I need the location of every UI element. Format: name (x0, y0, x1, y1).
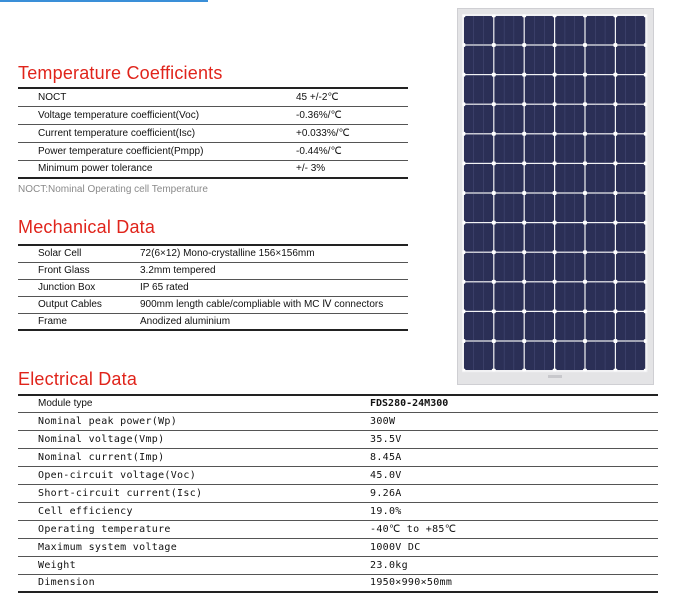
cell-corner-dot (493, 44, 496, 47)
table-header-row (18, 395, 658, 412)
cell-corner-dot (523, 192, 526, 195)
row-label: Open-circuit voltage(Voc) (18, 466, 370, 484)
cell-corner-dot (554, 192, 557, 195)
row-label: Voltage temperature coefficient(Voc) (18, 106, 296, 124)
cell-corner-dot (644, 163, 647, 166)
table-row (18, 106, 408, 124)
table-row (18, 279, 408, 296)
cell-corner-dot (493, 133, 496, 136)
module-type-value: FDS280-24M300 (370, 395, 658, 412)
solar-cell (494, 75, 523, 103)
row-label: Junction Box (18, 279, 140, 296)
cell-corner-dot (615, 192, 618, 195)
row-value: 35.5V (370, 430, 658, 448)
solar-panel-cells (458, 9, 653, 384)
cell-corner-dot (463, 311, 466, 314)
cell-corner-dot (615, 44, 618, 47)
solar-cell (464, 16, 493, 44)
cell-corner-dot (644, 222, 647, 225)
cell-corner-dot (644, 103, 647, 106)
solar-cell (494, 134, 523, 162)
cell-corner-dot (523, 369, 526, 372)
cell-corner-dot (493, 74, 496, 77)
cell-corner-dot (523, 44, 526, 47)
table-row (18, 245, 408, 262)
cell-corner-dot (554, 251, 557, 254)
table-row (18, 556, 658, 574)
solar-cell (586, 223, 615, 251)
solar-cell (616, 223, 645, 251)
header-label: Module type (18, 395, 370, 412)
solar-cell (494, 194, 523, 222)
row-value: +/- 3% (296, 160, 408, 178)
cell-corner-dot (584, 163, 587, 166)
row-value: 45.0V (370, 466, 658, 484)
solar-cell (586, 134, 615, 162)
cell-corner-dot (463, 369, 466, 372)
row-label: Cell efficiency (18, 502, 370, 520)
electrical-data-title: Electrical Data (18, 369, 138, 389)
cell-corner-dot (615, 369, 618, 372)
solar-cell (586, 194, 615, 222)
solar-cell (464, 134, 493, 162)
cell-corner-dot (644, 340, 647, 343)
cell-corner-dot (615, 222, 618, 225)
cell-corner-dot (584, 369, 587, 372)
solar-cell (586, 312, 615, 340)
solar-cell (586, 46, 615, 74)
solar-cell (555, 194, 584, 222)
solar-cell (586, 75, 615, 103)
cell-corner-dot (554, 74, 557, 77)
solar-cell (525, 164, 554, 192)
row-value: -40℃ to +85℃ (370, 520, 658, 538)
electrical-table (18, 394, 658, 593)
solar-cell (464, 46, 493, 74)
row-value: 1950×990×50mm (370, 574, 658, 592)
solar-cell (616, 194, 645, 222)
cell-corner-dot (554, 133, 557, 136)
solar-cell (464, 194, 493, 222)
table-row (18, 520, 658, 538)
solar-cell (525, 46, 554, 74)
row-value: -0.36%/℃ (296, 106, 408, 124)
solar-cell (555, 16, 584, 44)
row-value: 900mm length cable/compliable with MC Ⅳ connectors (140, 296, 408, 313)
cell-corner-dot (615, 251, 618, 254)
solar-cell (555, 134, 584, 162)
table-row (18, 160, 408, 178)
solar-cell (616, 134, 645, 162)
solar-cell (494, 223, 523, 251)
row-label: Weight (18, 556, 370, 574)
cell-corner-dot (493, 281, 496, 284)
cell-corner-dot (554, 15, 557, 18)
cell-corner-dot (644, 369, 647, 372)
row-value: IP 65 rated (140, 279, 408, 296)
solar-cell (616, 342, 645, 370)
cell-corner-dot (493, 311, 496, 314)
solar-cell (586, 164, 615, 192)
solar-cell (494, 342, 523, 370)
cell-corner-dot (584, 281, 587, 284)
row-value: 72(6×12) Mono-crystalline 156×156mm (140, 245, 408, 262)
cell-corner-dot (615, 133, 618, 136)
solar-cell (494, 312, 523, 340)
cell-corner-dot (584, 133, 587, 136)
table-row (18, 448, 658, 466)
row-value: Anodized aluminium (140, 313, 408, 330)
cell-corner-dot (644, 74, 647, 77)
cell-corner-dot (463, 192, 466, 195)
cell-corner-dot (523, 133, 526, 136)
solar-cell (464, 164, 493, 192)
solar-cell (525, 342, 554, 370)
solar-cell (525, 75, 554, 103)
row-value: 300W (370, 412, 658, 430)
cell-corner-dot (463, 133, 466, 136)
row-label: Power temperature coefficient(Pmpp) (18, 142, 296, 160)
cell-corner-dot (463, 15, 466, 18)
row-label: Frame (18, 313, 140, 330)
cell-corner-dot (615, 281, 618, 284)
solar-panel-image (457, 8, 654, 385)
cell-corner-dot (584, 103, 587, 106)
solar-cell (464, 105, 493, 133)
row-value: 23.0kg (370, 556, 658, 574)
cell-corner-dot (463, 281, 466, 284)
solar-cell (464, 253, 493, 281)
solar-cell (555, 282, 584, 310)
mechanical-data-title: Mechanical Data (18, 217, 156, 237)
panel-label-plate (548, 375, 562, 378)
solar-cell (525, 16, 554, 44)
solar-cell (616, 46, 645, 74)
solar-cell (525, 223, 554, 251)
solar-cell (616, 312, 645, 340)
cell-corner-dot (644, 311, 647, 314)
cell-corner-dot (584, 222, 587, 225)
cell-corner-dot (644, 44, 647, 47)
table-row (18, 124, 408, 142)
row-label: Minimum power tolerance (18, 160, 296, 178)
solar-cell (616, 253, 645, 281)
cell-corner-dot (493, 103, 496, 106)
table-row (18, 412, 658, 430)
cell-corner-dot (584, 74, 587, 77)
solar-cell (464, 75, 493, 103)
cell-corner-dot (615, 163, 618, 166)
cell-corner-dot (644, 133, 647, 136)
solar-cell (616, 164, 645, 192)
cell-corner-dot (615, 15, 618, 18)
row-label: Current temperature coefficient(Isc) (18, 124, 296, 142)
top-accent-line (0, 0, 208, 2)
cell-corner-dot (463, 340, 466, 343)
cell-corner-dot (644, 15, 647, 18)
solar-cell (555, 46, 584, 74)
cell-corner-dot (584, 311, 587, 314)
table-row (18, 142, 408, 160)
cell-corner-dot (523, 222, 526, 225)
row-value: 3.2mm tempered (140, 262, 408, 279)
solar-cell (555, 253, 584, 281)
row-label: Front Glass (18, 262, 140, 279)
solar-cell (464, 223, 493, 251)
row-label: Solar Cell (18, 245, 140, 262)
cell-corner-dot (463, 163, 466, 166)
cell-corner-dot (493, 340, 496, 343)
solar-cell (586, 282, 615, 310)
cell-corner-dot (615, 74, 618, 77)
solar-cell (616, 16, 645, 44)
row-label: Nominal voltage(Vmp) (18, 430, 370, 448)
cell-corner-dot (523, 74, 526, 77)
cell-corner-dot (554, 44, 557, 47)
cell-corner-dot (644, 251, 647, 254)
solar-cell (464, 282, 493, 310)
cell-corner-dot (493, 163, 496, 166)
row-value: 45 +/-2℃ (296, 88, 408, 106)
table-row (18, 430, 658, 448)
cell-corner-dot (584, 340, 587, 343)
row-label: Output Cables (18, 296, 140, 313)
solar-cell (494, 164, 523, 192)
temperature-coefficients-title: Temperature Coefficients (18, 63, 223, 83)
cell-corner-dot (554, 103, 557, 106)
solar-cell (494, 46, 523, 74)
cell-corner-dot (463, 74, 466, 77)
cell-corner-dot (584, 15, 587, 18)
noct-footnote: NOCT:Nominal Operating cell Temperature (18, 184, 208, 195)
solar-cell (525, 282, 554, 310)
table-row (18, 466, 658, 484)
row-value: 9.26A (370, 484, 658, 502)
solar-cell (586, 16, 615, 44)
cell-corner-dot (463, 222, 466, 225)
table-row (18, 296, 408, 313)
solar-cell (616, 105, 645, 133)
cell-corner-dot (523, 163, 526, 166)
solar-cell (555, 164, 584, 192)
cell-corner-dot (523, 311, 526, 314)
solar-cell (586, 342, 615, 370)
row-value: 8.45A (370, 448, 658, 466)
cell-corner-dot (493, 369, 496, 372)
cell-corner-dot (615, 103, 618, 106)
cell-corner-dot (554, 222, 557, 225)
solar-cell (525, 134, 554, 162)
solar-cell (525, 194, 554, 222)
cell-corner-dot (523, 251, 526, 254)
cell-corner-dot (584, 44, 587, 47)
solar-cell (555, 75, 584, 103)
row-label: Operating temperature (18, 520, 370, 538)
solar-cell (525, 253, 554, 281)
cell-corner-dot (463, 44, 466, 47)
cell-corner-dot (493, 251, 496, 254)
solar-cell (494, 16, 523, 44)
cell-corner-dot (493, 192, 496, 195)
table-row (18, 88, 408, 106)
solar-cell (586, 253, 615, 281)
cell-corner-dot (463, 251, 466, 254)
cell-corner-dot (554, 340, 557, 343)
row-value: -0.44%/℃ (296, 142, 408, 160)
row-label: Nominal peak power(Wp) (18, 412, 370, 430)
solar-cell (494, 253, 523, 281)
row-value: 1000V DC (370, 538, 658, 556)
solar-cell (555, 342, 584, 370)
cell-corner-dot (493, 15, 496, 18)
solar-cell (494, 282, 523, 310)
temperature-table (18, 87, 408, 179)
cell-corner-dot (463, 103, 466, 106)
table-row (18, 538, 658, 556)
row-label: NOCT (18, 88, 296, 106)
cell-corner-dot (523, 103, 526, 106)
row-label: Maximum system voltage (18, 538, 370, 556)
solar-cell (525, 105, 554, 133)
solar-cell (616, 282, 645, 310)
cell-corner-dot (523, 340, 526, 343)
table-row (18, 262, 408, 279)
solar-cell (586, 105, 615, 133)
solar-cell (555, 312, 584, 340)
cell-corner-dot (584, 251, 587, 254)
solar-cell (555, 105, 584, 133)
mechanical-table (18, 244, 408, 331)
row-label: Short-circuit current(Isc) (18, 484, 370, 502)
cell-corner-dot (523, 15, 526, 18)
cell-corner-dot (554, 369, 557, 372)
row-label: Dimension (18, 574, 370, 592)
cell-corner-dot (554, 311, 557, 314)
solar-cell (525, 312, 554, 340)
cell-corner-dot (523, 281, 526, 284)
cell-corner-dot (584, 192, 587, 195)
cell-corner-dot (615, 340, 618, 343)
solar-cell (494, 105, 523, 133)
cell-corner-dot (493, 222, 496, 225)
solar-cell (464, 312, 493, 340)
cell-corner-dot (615, 311, 618, 314)
solar-cell (555, 223, 584, 251)
row-label: Nominal current(Imp) (18, 448, 370, 466)
cell-corner-dot (644, 192, 647, 195)
row-value: 19.0% (370, 502, 658, 520)
table-row (18, 574, 658, 592)
solar-cell (464, 342, 493, 370)
cell-corner-dot (554, 163, 557, 166)
row-value: +0.033%/℃ (296, 124, 408, 142)
cell-corner-dot (554, 281, 557, 284)
table-row (18, 502, 658, 520)
solar-cell (616, 75, 645, 103)
table-row (18, 484, 658, 502)
table-row (18, 313, 408, 330)
cell-corner-dot (644, 281, 647, 284)
